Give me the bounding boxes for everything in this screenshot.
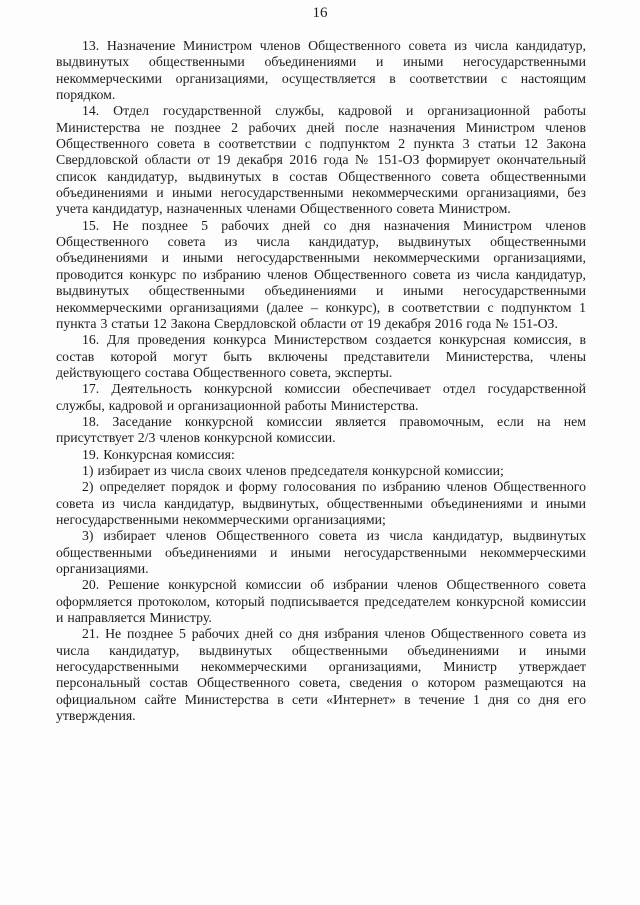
- page-number: 16: [312, 5, 328, 21]
- document-body: [56, 38, 586, 724]
- paragraph-17: 17. Деятельность конкурсной комиссии обеспечивает отдел государственной службы, кадровой и организационной работы Министерства.: [56, 381, 586, 413]
- paragraph-20: 20. Решение конкурсной комиссии об избрании членов Общественного совета оформляется протоколом, который подписывается председателем конкурсной комиссии и направляется Министру.: [56, 577, 586, 626]
- paragraph-21: 21. Не позднее 5 рабочих дней со дня избрания членов Общественного совета из числа кандидатур, выдвинутых общественными объединениями и иными негосударственными некоммерческими организациями, Министр утверждает персональный состав Общественного совета, сведения о котором размещаются на официальном сайте Министерства в сети «Интернет» в течение 1 дня со дня его утверждения.: [56, 626, 586, 724]
- paragraph-15: 15. Не позднее 5 рабочих дней со дня назначения Министром членов Общественного совета из числа кандидатур, выдвинутых общественными объединениями и иными негосударственными некоммерческими организациями, проводится конкурс по избранию членов Общественного совета из числа кандидатур, выдвинутых общественными объединениями и иными негосударственными некоммерческими организациями (далее – конкурс), в соответствии с подпунктом 1 пункта 3 статьи 12 Закона Свердловской области от 19 декабря 2016 года № 151-ОЗ.: [56, 217, 586, 331]
- paragraph-16: 16. Для проведения конкурса Министерством создается конкурсная комиссия, в состав которой могут быть включены представители Министерства, члены действующего состава Общественного совета, эксперты.: [56, 332, 586, 380]
- list-item-19-2: 2) определяет порядок и форму голосования по избранию членов Общественного совета из числа кандидатур, выдвинутых, общественными объединениями и иными негосударственными некоммерческими организациями;: [56, 479, 586, 527]
- list-item-19-1: 1) избирает из числа своих членов председателя конкурсной комиссии;: [82, 462, 504, 478]
- list-item-19-3: 3) избирает членов Общественного совета из числа кандидатур, выдвинутых общественными объединениями и иными негосударственными некоммерческими организациями.: [56, 528, 586, 576]
- paragraph-14: 14. Отдел государственной службы, кадровой и организационной работы Министерства не позднее 2 рабочих дней после назначения Министром членов Общественного совета в соответствии с подпунктом 2 пункта 3 статьи 12 Закона Свердловской области от 19 декабря 2016 года № 151-ОЗ формирует окончательный список кандидатур, выдвинутых в состав Общественного совета общественными объединениями и иными негосударственными некоммерческими организациями, без учета кандидатур, назначенных членами Общественного совета Министром.: [56, 103, 586, 217]
- paragraph-13: 13. Назначение Министром членов Общественного совета из числа кандидатур, выдвинутых общественными объединениями и иными негосударственными некоммерческими организациями, осуществляется в соответствии с настоящим порядком.: [56, 38, 586, 103]
- paragraph-19: 19. Конкурсная комиссия:: [82, 446, 235, 462]
- paragraph-18: 18. Заседание конкурсной комиссии является правомочным, если на нем присутствует 2/3 членов конкурсной комиссии.: [56, 413, 586, 446]
